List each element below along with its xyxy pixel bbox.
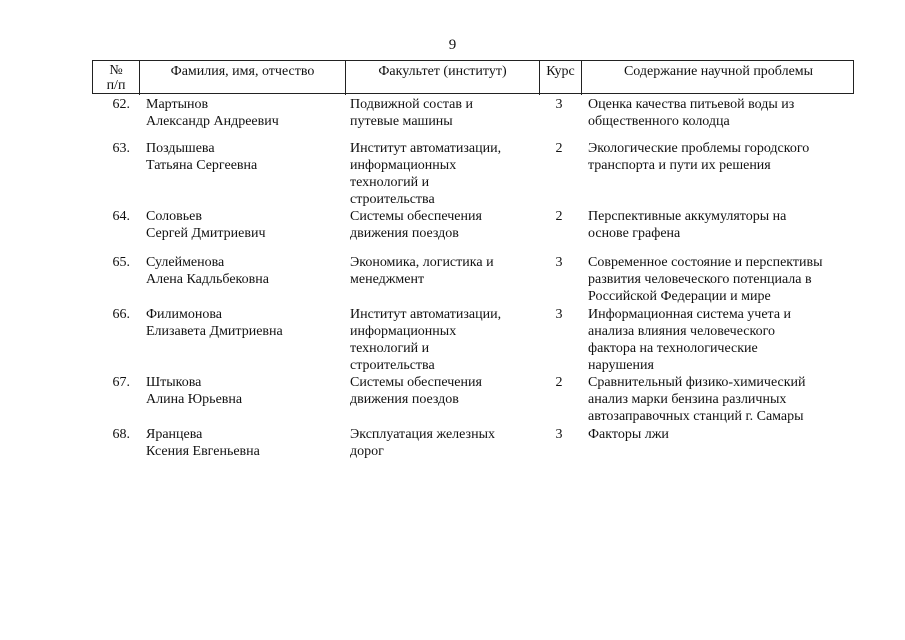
research-topic-line: Сравнительный физико-химический <box>588 375 806 390</box>
table-row <box>92 426 854 466</box>
faculty-line: менеджмент <box>350 272 425 287</box>
row-number: 64. <box>112 209 130 224</box>
course-number: 2 <box>555 209 563 224</box>
faculty-line: строительства <box>350 192 435 207</box>
faculty-line: Институт автоматизации, <box>350 141 502 156</box>
faculty-line: движения поездов <box>350 226 459 241</box>
research-topic <box>588 208 850 242</box>
research-topic-line: Российской Федерации и мире <box>588 289 771 304</box>
faculty-line: Подвижной состав и <box>350 97 473 112</box>
header-faculty: Факультет (институт) <box>345 61 539 95</box>
row-number: 62. <box>112 97 130 112</box>
table-row <box>92 96 854 136</box>
faculty-line: информационных <box>350 158 457 173</box>
row-number: 68. <box>112 427 130 442</box>
full-name-line: Филимонова <box>146 307 223 322</box>
full-name-line: Александр Андреевич <box>146 114 279 129</box>
faculty-line: Эксплуатация железных <box>350 427 495 442</box>
full-name-line: Сулейменова <box>146 255 225 270</box>
row-number: 66. <box>112 307 130 322</box>
header-full-name: Фамилия, имя, отчество <box>139 61 345 95</box>
research-topic-line: Современное состояние и перспективы <box>588 255 823 270</box>
faculty <box>350 140 536 208</box>
table-body <box>92 94 854 474</box>
faculty-line: движения поездов <box>350 392 459 407</box>
full-name <box>146 426 342 460</box>
faculty-line: строительства <box>350 358 435 373</box>
research-topic-line: автозаправочных станций г. Самары <box>588 409 804 424</box>
faculty <box>350 208 536 242</box>
faculty <box>350 374 536 408</box>
research-topic-line: фактора на технологические <box>588 341 758 356</box>
course-number: 3 <box>555 255 563 270</box>
course-number: 3 <box>555 97 563 112</box>
header-number <box>93 61 139 95</box>
full-name <box>146 208 342 242</box>
full-name-line: Соловьев <box>146 209 202 224</box>
research-topic-line: анализа влияния человеческого <box>588 324 775 339</box>
header-number-abbr: п/п <box>106 78 126 93</box>
research-topic <box>588 254 850 305</box>
research-topic-line: анализ марки бензина различных <box>588 392 787 407</box>
students-table <box>92 60 854 474</box>
research-topic-line: нарушения <box>588 358 654 373</box>
research-topic-line: основе графена <box>588 226 681 241</box>
full-name-line: Поздышева <box>146 141 215 156</box>
research-topic-line: Оценка качества питьевой воды из <box>588 97 795 112</box>
faculty-line: технологий и <box>350 341 430 356</box>
faculty-line: Системы обеспечения <box>350 375 482 390</box>
research-topic <box>588 140 850 174</box>
table-row <box>92 254 854 306</box>
faculty <box>350 306 536 374</box>
full-name-line: Сергей Дмитриевич <box>146 226 266 241</box>
research-topic-line: Перспективные аккумуляторы на <box>588 209 787 224</box>
full-name-line: Штыкова <box>146 375 202 390</box>
faculty-line: Экономика, логистика и <box>350 255 494 270</box>
full-name-line: Елизавета Дмитриевна <box>146 324 283 339</box>
faculty-line: дорог <box>350 444 384 459</box>
full-name <box>146 140 342 174</box>
faculty-line: Институт автоматизации, <box>350 307 502 322</box>
faculty-line: путевые машины <box>350 114 453 129</box>
full-name-line: Мартынов <box>146 97 209 112</box>
research-topic <box>588 426 850 443</box>
faculty <box>350 254 536 288</box>
research-topic-line: Факторы лжи <box>588 427 669 442</box>
row-number: 63. <box>112 141 130 156</box>
course-number: 3 <box>555 307 563 322</box>
research-topic-line: общественного колодца <box>588 114 730 129</box>
header-number-symbol: № <box>109 63 123 78</box>
full-name-line: Татьяна Сергеевна <box>146 158 258 173</box>
faculty <box>350 426 536 460</box>
table-row <box>92 140 854 208</box>
row-number: 65. <box>112 255 130 270</box>
course-number: 3 <box>555 427 563 442</box>
full-name-line: Яранцева <box>146 427 203 442</box>
full-name-line: Алена Кадльбековна <box>146 272 269 287</box>
full-name <box>146 306 342 340</box>
research-topic-line: Экологические проблемы городского <box>588 141 810 156</box>
full-name <box>146 96 342 130</box>
faculty-line: технологий и <box>350 175 430 190</box>
research-topic <box>588 96 850 130</box>
course-number: 2 <box>555 375 563 390</box>
full-name <box>146 374 342 408</box>
research-topic <box>588 374 850 425</box>
faculty <box>350 96 536 130</box>
row-number: 67. <box>112 375 130 390</box>
faculty-line: Системы обеспечения <box>350 209 482 224</box>
full-name <box>146 254 342 288</box>
full-name-line: Алина Юрьевна <box>146 392 243 407</box>
table-header <box>92 60 854 94</box>
table-row <box>92 208 854 254</box>
table-row <box>92 374 854 426</box>
research-topic <box>588 306 850 374</box>
header-course: Курс <box>539 61 581 95</box>
course-number: 2 <box>555 141 563 156</box>
table-row <box>92 306 854 374</box>
research-topic-line: транспорта и пути их решения <box>588 158 771 173</box>
header-topic: Содержание научной проблемы <box>581 61 855 95</box>
page-number: 9 <box>448 37 457 53</box>
full-name-line: Ксения Евгеньевна <box>146 444 260 459</box>
faculty-line: информационных <box>350 324 457 339</box>
research-topic-line: развития человеческого потенциала в <box>588 272 812 287</box>
research-topic-line: Информационная система учета и <box>588 307 792 322</box>
